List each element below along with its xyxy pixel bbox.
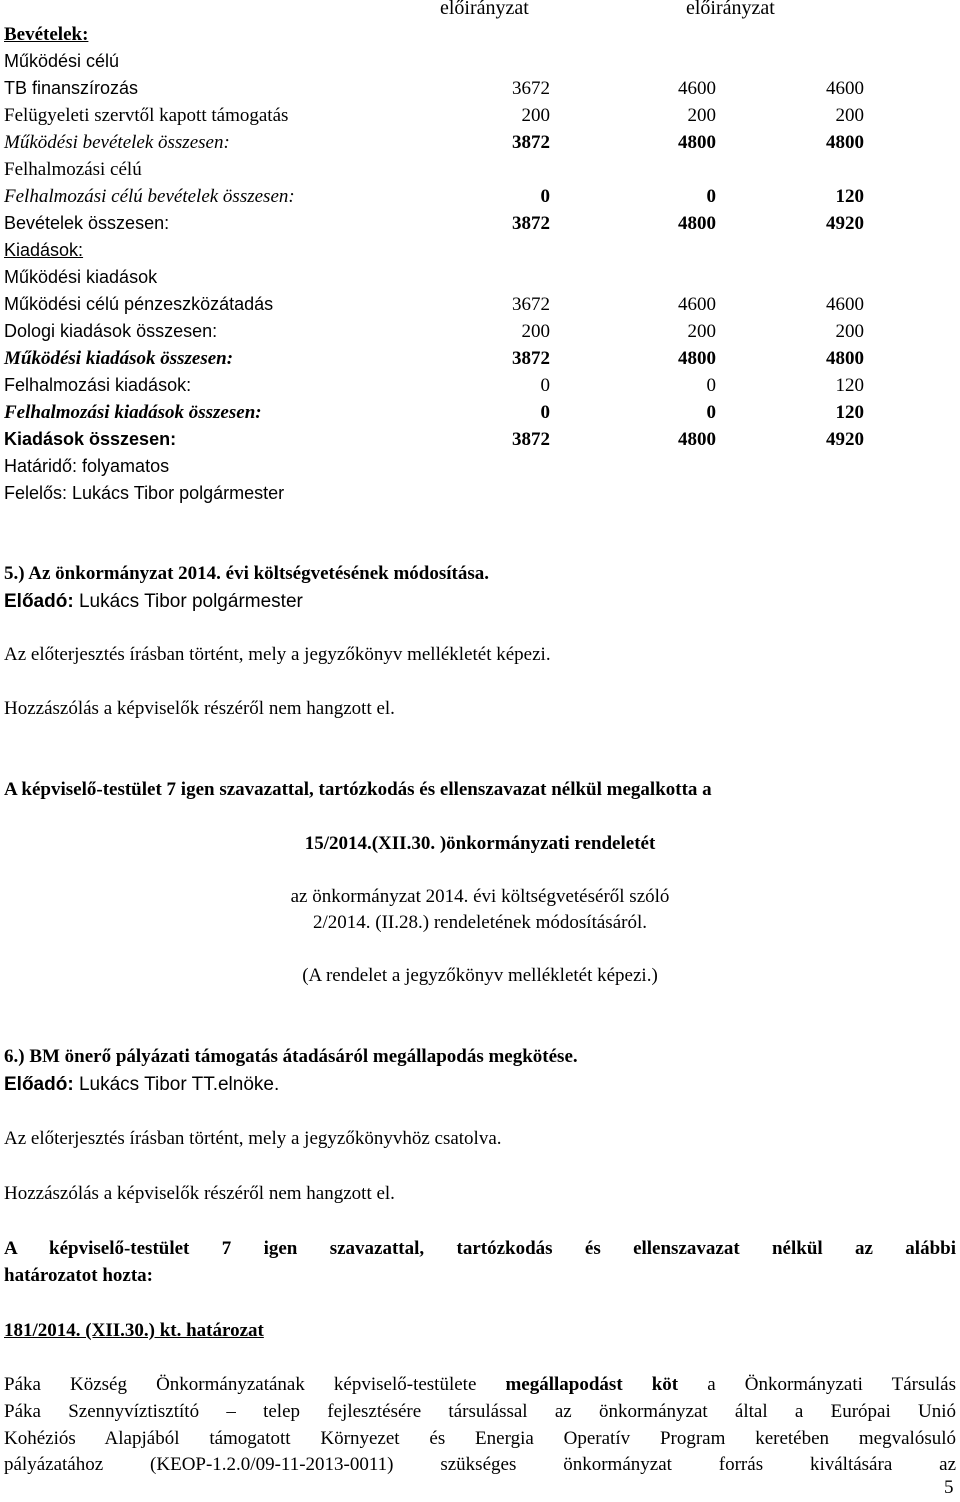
table-row-label: Bevételek összesen:	[4, 213, 170, 233]
decree-number: 15/2014.(XII.30. )önkormányzati rendeletét	[304, 833, 656, 854]
table-cell: 200	[687, 321, 716, 342]
table-row-label: Felhalmozási kiadások összesen:	[4, 402, 262, 423]
table-cell: 200	[521, 321, 550, 342]
agenda-item-5-heading: 5.) Az önkormányzat 2014. évi költségvetésének módosítása.	[4, 563, 489, 584]
table-cell: 120	[835, 186, 864, 207]
agenda-item-6-heading: 6.) BM önerő pályázati támogatás átadásáról megállapodás megkötése.	[4, 1046, 578, 1067]
table-cell: 0	[540, 375, 550, 396]
page-number: 5	[944, 1477, 954, 1498]
table-cell: 3872	[512, 429, 550, 450]
vote-text-line-2: határozatot hozta:	[4, 1265, 153, 1286]
table-cell: 4800	[678, 213, 716, 234]
presenter-name: Lukács Tibor polgármester	[73, 591, 303, 612]
resolution-body-line-4: pályázatához (KEOP-1.2.0/09-11-2013-0011) szükséges önkormányzat forrás kiváltására az	[4, 1454, 956, 1475]
table-cell: 3672	[512, 294, 550, 315]
vote-text-line-1: A képviselő-testület 7 igen szavazattal, tartózkodás és ellenszavazat nélkül az alábbi	[4, 1238, 956, 1259]
table-cell: 120	[835, 375, 864, 396]
deadline-text: Határidő: folyamatos	[4, 456, 170, 476]
table-row-label: Működési kiadások összesen:	[4, 348, 234, 369]
responsible-text: Felelős: Lukács Tibor polgármester	[4, 483, 285, 503]
table-row-label: TB finanszírozás	[4, 78, 139, 98]
table-row-label: Kiadások:	[4, 240, 84, 260]
comments-note: Hozzászólás a képviselők részéről nem hangzott el.	[4, 698, 395, 719]
resolution-number: 181/2014. (XII.30.) kt. határozat	[4, 1320, 264, 1341]
table-cell: 4920	[826, 429, 864, 450]
table-cell: 120	[835, 402, 864, 423]
table-cell: 4600	[826, 78, 864, 99]
resolution-body-line-3: Kohéziós Alapjából támogatott Környezet és Energia Operatív Program keretében megvalósuló	[4, 1428, 956, 1449]
table-cell: 4600	[678, 294, 716, 315]
table-cell: 0	[540, 186, 550, 207]
presenter-label: Előadó:	[4, 1074, 74, 1095]
decree-title-1: az önkormányzat 2014. évi költségvetéséről szóló	[290, 886, 670, 907]
body-text: a Önkormányzati Társulás	[678, 1374, 957, 1395]
resolution-body-line-2: Páka Szennyvíztisztító – telep fejlesztésére társulással az önkormányzat által a Európai Unió	[4, 1401, 956, 1422]
decree-title-2: 2/2014. (II.28.) rendeletének módosításáról.	[313, 912, 647, 933]
table-cell: 4800	[826, 348, 864, 369]
table-cell: 200	[687, 105, 716, 126]
table-row-label: Működési bevételek összesen:	[4, 132, 230, 153]
column-header-2: előirányzat	[686, 0, 775, 19]
table-row-label: Felügyeleti szervtől kapott támogatás	[4, 105, 289, 126]
table-row-label: Felhalmozási célú bevételek összesen:	[4, 186, 295, 207]
presenter-label: Előadó:	[4, 591, 74, 612]
table-cell: 3872	[512, 348, 550, 369]
column-header-1: előirányzat	[440, 0, 529, 19]
table-cell: 3872	[512, 213, 550, 234]
table-row-label: Felhalmozási kiadások:	[4, 375, 192, 395]
submission-note: Az előterjesztés írásban történt, mely a jegyzőkönyvhöz csatolva.	[4, 1128, 502, 1149]
vote-text: A képviselő-testület 7 igen szavazattal, tartózkodás és ellenszavazat nélkül megalkotta a	[4, 779, 712, 800]
table-cell: 4800	[678, 132, 716, 153]
presenter-line	[4, 1074, 279, 1096]
table-cell: 200	[835, 321, 864, 342]
table-cell: 0	[540, 402, 550, 423]
resolution-body-line-1	[4, 1374, 956, 1396]
presenter-name: Lukács Tibor TT.elnöke.	[73, 1074, 280, 1095]
table-row-label: Működési kiadások	[4, 267, 158, 287]
table-row-label: Működési célú pénzeszközátadás	[4, 294, 274, 314]
table-cell: 200	[521, 105, 550, 126]
table-cell: 3672	[512, 78, 550, 99]
table-cell: 4600	[826, 294, 864, 315]
table-cell: 3872	[512, 132, 550, 153]
table-cell: 4800	[678, 348, 716, 369]
body-text: Páka Község Önkormányzatának képviselő-testülete	[4, 1374, 506, 1395]
table-row-label: Működési célú	[4, 51, 120, 71]
presenter-line	[4, 591, 303, 613]
decree-note: (A rendelet a jegyzőkönyv mellékletét képezi.)	[302, 965, 658, 986]
table-cell: 4600	[678, 78, 716, 99]
table-row-label: Bevételek:	[4, 24, 89, 45]
table-row-label: Dologi kiadások összesen:	[4, 321, 218, 341]
table-cell: 0	[706, 402, 716, 423]
table-cell: 0	[706, 375, 716, 396]
table-cell: 4800	[678, 429, 716, 450]
comments-note: Hozzászólás a képviselők részéről nem hangzott el.	[4, 1183, 395, 1204]
table-row-label: Kiadások összesen:	[4, 429, 177, 449]
body-text-bold: megállapodást köt	[505, 1374, 679, 1395]
table-cell: 4800	[826, 132, 864, 153]
table-cell: 0	[706, 186, 716, 207]
submission-note: Az előterjesztés írásban történt, mely a jegyzőkönyv mellékletét képezi.	[4, 644, 551, 665]
table-cell: 200	[835, 105, 864, 126]
table-row-label: Felhalmozási célú	[4, 159, 142, 180]
table-cell: 4920	[826, 213, 864, 234]
